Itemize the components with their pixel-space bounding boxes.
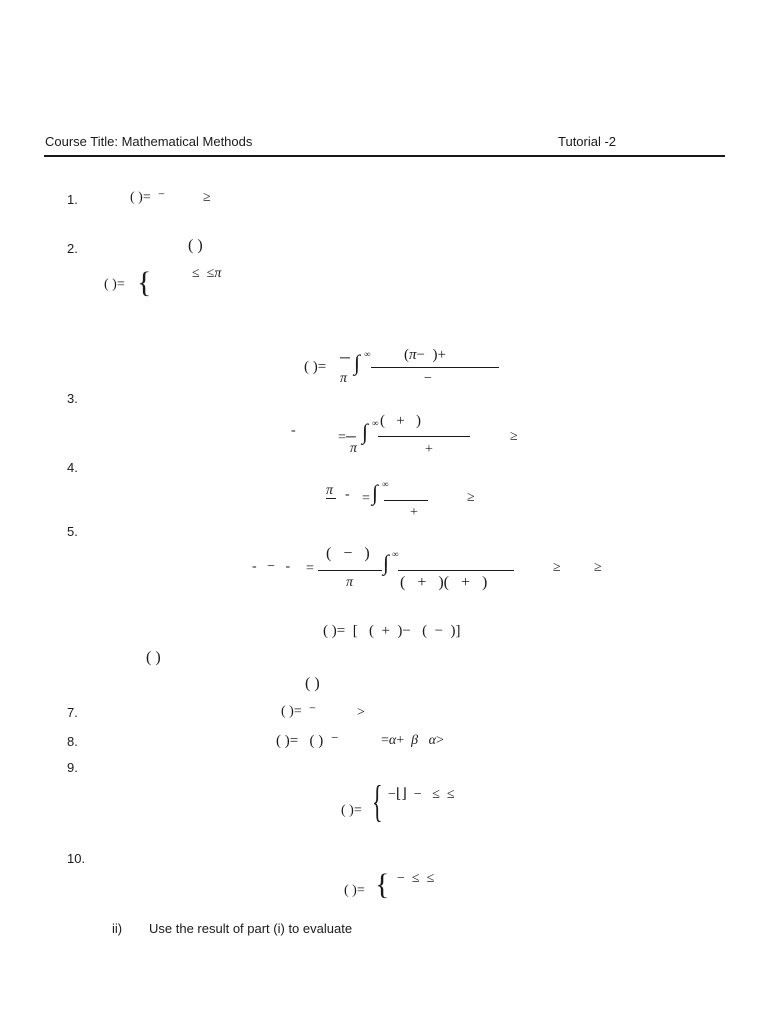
equation-fragment: ∞	[364, 349, 371, 359]
fraction-bar	[384, 500, 428, 501]
integral-glyph: ∫	[362, 419, 369, 444]
equation-fragment: ≥	[553, 560, 561, 575]
equation-fragment: π	[346, 575, 354, 590]
tutorial-label: Tutorial -2	[558, 134, 617, 149]
equation-fragment: (π− )+	[404, 347, 446, 363]
equation-fragment: - − -	[252, 559, 291, 574]
fraction-bar	[371, 367, 499, 368]
sub-item-text: Use the result of part (i) to evaluate	[149, 921, 353, 936]
equation-fragment: ( )=	[344, 883, 365, 898]
problem-number: 10.	[67, 851, 86, 866]
equation-fragment: ( − )	[326, 545, 370, 562]
equation-fragment: ≤ ≤π	[192, 266, 222, 281]
integral-glyph: ∫	[372, 480, 379, 505]
equation-fragment: =α+ β α>	[381, 733, 444, 748]
problem-number: 5.	[67, 524, 78, 539]
equation-fragment: =─	[338, 430, 356, 445]
equation-fragment: ( )= ⁻	[281, 704, 317, 719]
equation-fragment: +	[425, 442, 433, 457]
equation-fragment: ≥	[594, 560, 602, 575]
equation-fragment: ( )	[305, 675, 320, 692]
equation-fragment: ( + )( + )	[400, 574, 488, 591]
problem-number: 8.	[67, 734, 78, 749]
equation-fragment: >	[357, 705, 365, 720]
brace-glyph: {	[137, 266, 152, 299]
problem-number: 3.	[67, 391, 78, 406]
equation-fragment: ∞	[382, 479, 389, 489]
equation-fragment: -	[345, 487, 350, 502]
equation-fragment: − ≤ ≤	[397, 871, 435, 886]
fraction-bar	[326, 498, 336, 499]
equation-fragment: π	[326, 483, 334, 498]
sub-item-label: ii)	[112, 921, 123, 936]
equation-fragment: +	[410, 505, 418, 520]
brace-glyph: {	[372, 777, 383, 826]
equation-fragment: −⌊⌋ − ≤ ≤	[388, 787, 455, 802]
equation-fragment: ≥	[510, 429, 518, 444]
equation-fragment: π	[340, 371, 348, 386]
problem-number: 2.	[67, 241, 78, 256]
equation-fragment: ≥	[467, 490, 475, 505]
equation-fragment: ( )=	[104, 277, 125, 292]
problem-number: 4.	[67, 460, 78, 475]
problem-number: 7.	[67, 705, 78, 720]
equation-fragment: ( )	[188, 237, 203, 254]
equation-fragment: ∞	[392, 549, 399, 559]
equation-fragment: ( )=	[304, 359, 327, 375]
integral-glyph: ∫	[383, 550, 390, 575]
equation-fragment: ─	[340, 351, 350, 366]
problem-number: 9.	[67, 760, 78, 775]
integral-glyph: ∫	[354, 350, 361, 375]
equation-fragment: ( )= ⁻	[130, 190, 166, 205]
equation-fragment: ( + )	[380, 413, 421, 429]
header-rule	[44, 155, 725, 157]
equation-fragment: =	[306, 561, 314, 576]
fraction-bar	[398, 570, 514, 571]
equation-fragment: −	[424, 371, 432, 386]
equation-fragment: ( )= [ ( + )− ( − )]	[323, 623, 461, 639]
equation-fragment: =	[362, 491, 370, 506]
course-title: Course Title: Mathematical Methods	[45, 134, 253, 149]
equation-fragment: π	[350, 441, 358, 456]
equation-fragment: ≥	[203, 190, 211, 205]
equation-fragment: ∞	[372, 418, 379, 428]
equation-fragment: ( )	[146, 649, 161, 666]
problem-number: 1.	[67, 192, 78, 207]
fraction-bar	[378, 436, 470, 437]
brace-glyph: {	[375, 868, 390, 901]
equation-fragment: ( )= ( ) ⁻	[276, 733, 339, 749]
equation-fragment: -	[291, 423, 296, 438]
equation-fragment: ( )=	[341, 803, 362, 818]
fraction-bar	[318, 570, 382, 571]
